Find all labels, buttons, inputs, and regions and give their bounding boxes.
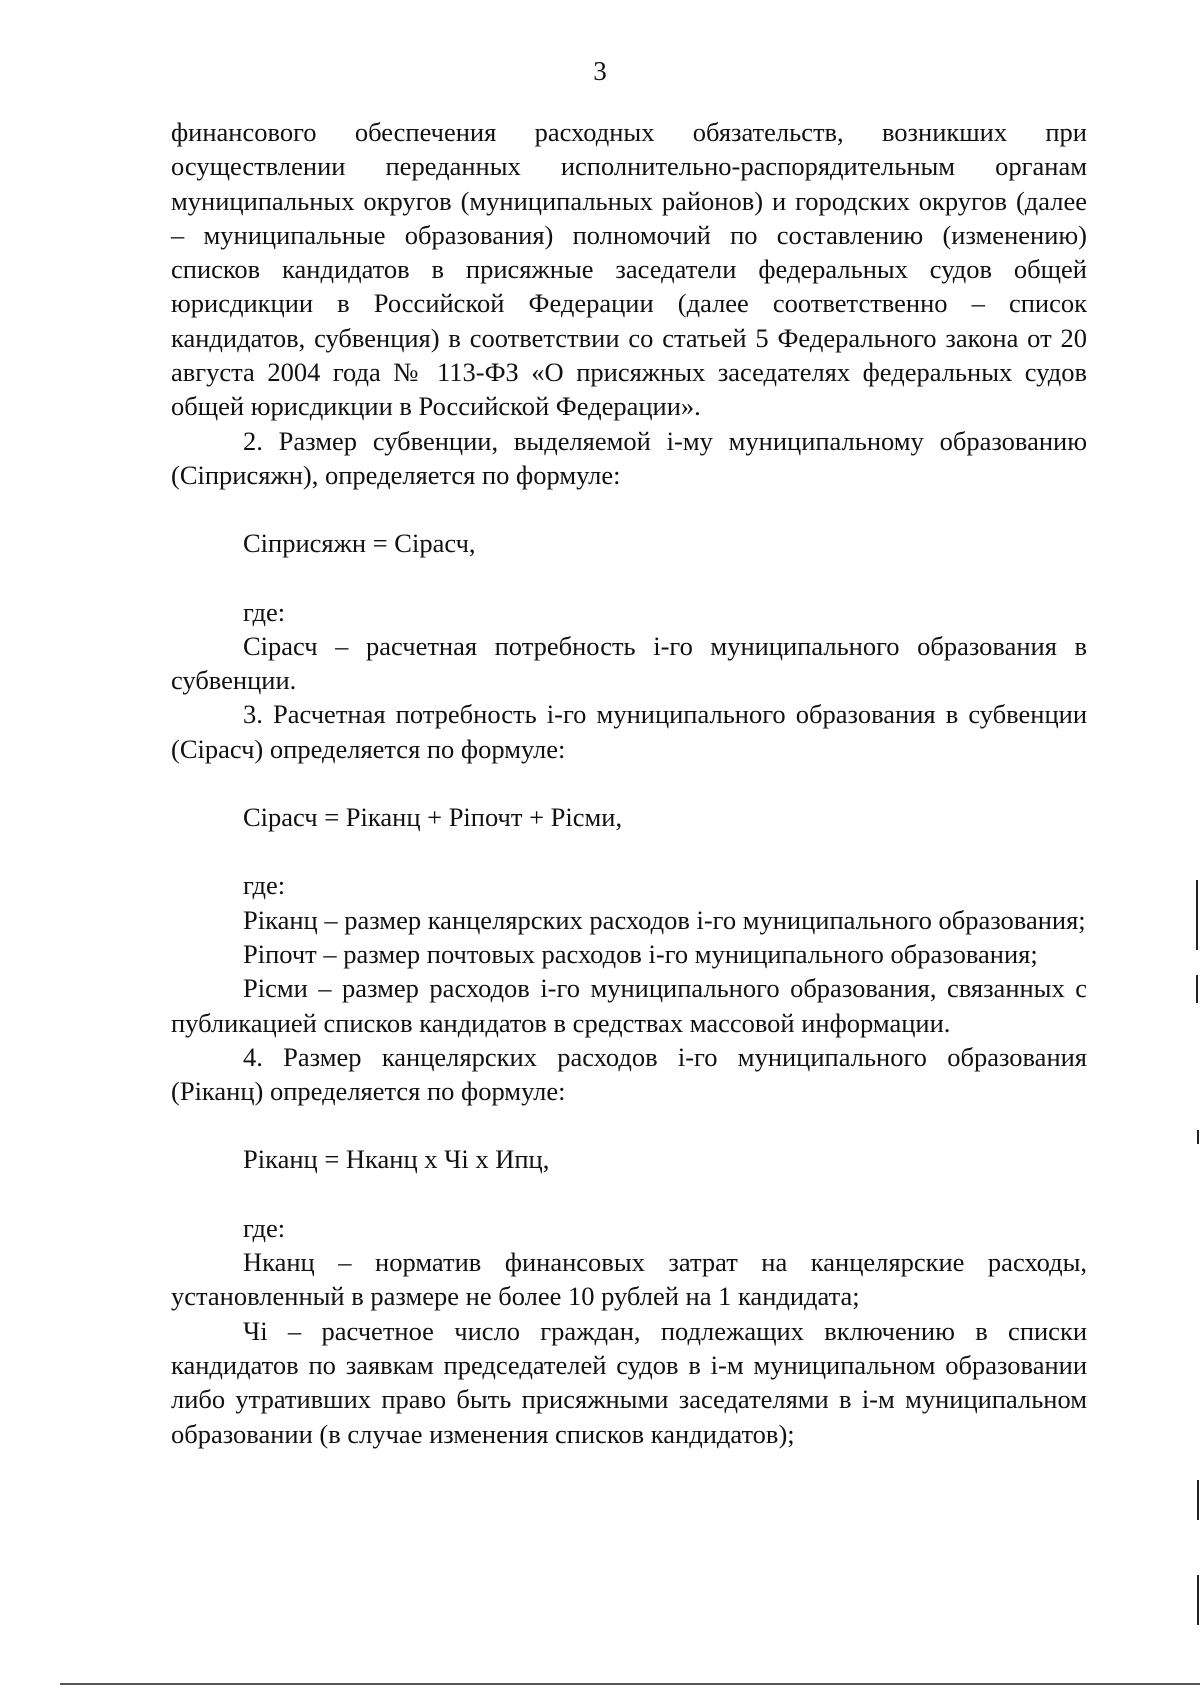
formula-calculated-need: Сiрасч = Рiканц + Рiпочт + Рiсми, [243, 802, 623, 833]
scan-edge-mark [1196, 880, 1198, 950]
scan-edge-mark [1197, 1480, 1199, 1520]
paragraph-intro: финансового обеспечения расходных обязательств, возникших при осуществлении переданных исполнительно-распорядительным органам муниципальных округов (муниципальных районов) и городских округов (далее – муниципальные образования) полномочий по составлению (изменению) списков кандидатов в присяжные заседатели федеральных судов общей юрисдикции в Российской Федерации (далее соответственно – список кандидатов, субвенция) в соответствии со статьей 5 Федерального закона от 20 августа 2004 года № 113-ФЗ «О присяжных заседателях федеральных судов общей юрисдикции в Российской Федерации». [171, 117, 1087, 422]
where-label: где: [243, 1212, 286, 1243]
where-label: где: [243, 870, 286, 901]
formula-subvention: Сiприсяжн = Сiрасч, [243, 528, 476, 559]
where-label: где: [243, 596, 286, 627]
definition-ri-smi: Рiсми – размер расходов i-го муниципального образования, связанных с публикацией списков кандидатов в средствах массовой информации. [171, 973, 1087, 1038]
scan-edge-mark [1197, 1575, 1199, 1625]
definition-ri-kanc: Рiканц – размер канцелярских расходов i-го муниципального образования; [243, 904, 1086, 935]
paragraph-2: 2. Размер субвенции, выделяемой i-му муниципальному образованию (Сiприсяжн), определяется по формуле: [171, 425, 1087, 490]
scan-bottom-edge [60, 1683, 1200, 1685]
page-number: 3 [593, 56, 607, 86]
scan-edge-mark [1197, 1130, 1199, 1144]
paragraph-3: 3. Расчетная потребность i-го муниципального образования в субвенции (Сiрасч) определяется по формуле: [171, 699, 1087, 764]
definition-ci-rasch: Сiрасч – расчетная потребность i-го муниципального образования в субвенции. [171, 630, 1087, 696]
document-body [171, 115, 1087, 1451]
definition-chi: Чi – расчетное число граждан, подлежащих включению в списки кандидатов по заявкам председателей судов в i-м муниципальном образовании либо утративших право быть присяжными заседателями в i-м муниципальном образовании (в случае изменения списков кандидатов); [171, 1315, 1087, 1449]
definition-ri-pocht: Рiпочт – размер почтовых расходов i-го муниципального образования; [243, 938, 1038, 969]
scan-edge-mark [1196, 975, 1198, 1003]
paragraph-4: 4. Размер канцелярских расходов i-го муниципального образования (Рiканц) определяется по формуле: [171, 1041, 1087, 1107]
definition-n-kanc: Нканц – норматив финансовых затрат на канцелярские расходы, установленный в размере не более 10 рублей на 1 кандидата; [171, 1247, 1087, 1312]
formula-office-expenses: Рiканц = Нканц х Чi х Ипц, [243, 1144, 550, 1175]
